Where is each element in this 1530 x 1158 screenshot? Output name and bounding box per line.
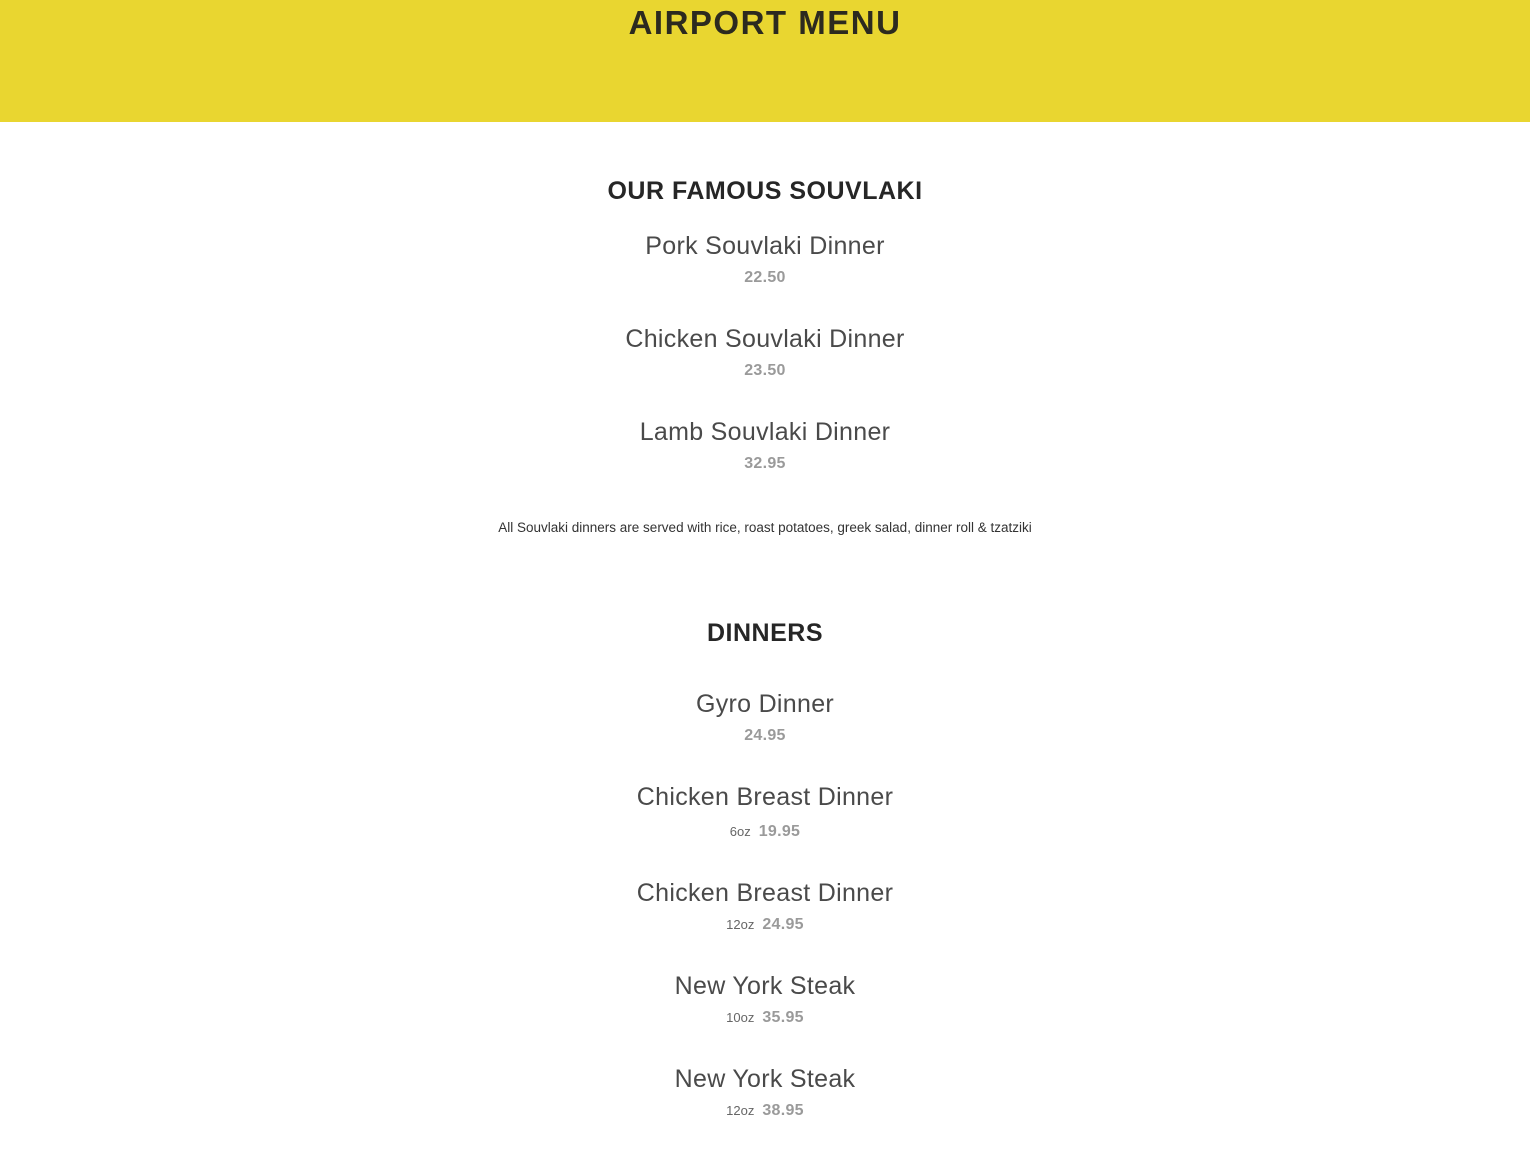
- menu-item: [0, 878, 1530, 935]
- menu-item-price-row: [0, 361, 1530, 381]
- menu-item-name: Pork Souvlaki Dinner: [645, 232, 885, 260]
- menu-item-price: 35.95: [762, 1009, 804, 1026]
- menu-item-name: New York Steak: [674, 1065, 856, 1093]
- header-banner: [0, 0, 1530, 122]
- menu-item: [0, 971, 1530, 1028]
- menu-item-size: 12oz: [726, 1103, 755, 1118]
- menu-item: [0, 782, 1530, 842]
- page-title: AIRPORT MENU: [628, 4, 902, 41]
- menu-item-price: 32.95: [744, 455, 786, 472]
- menu-item-price: 23.50: [744, 362, 786, 379]
- menu-item-size: 12oz: [726, 917, 755, 932]
- menu-item-size: 6oz: [729, 824, 751, 839]
- menu-item-price: 24.95: [744, 727, 786, 744]
- menu-item-name: Chicken Breast Dinner: [636, 879, 894, 907]
- menu-item-name: Gyro Dinner: [695, 690, 835, 718]
- menu-item-price-row: [0, 726, 1530, 746]
- menu-item: [0, 1064, 1530, 1121]
- menu-item-price-row: [0, 268, 1530, 288]
- menu-item-price-row: [0, 915, 1530, 935]
- menu-item: [0, 417, 1530, 474]
- menu-item-price: 19.95: [758, 823, 801, 840]
- menu-item-price-row: [0, 454, 1530, 474]
- menu-item-price-row: [0, 1101, 1530, 1121]
- menu-item-price: 22.50: [744, 269, 786, 286]
- menu-item-price-row: [0, 822, 1530, 842]
- menu-item-name: Chicken Souvlaki Dinner: [625, 325, 905, 353]
- menu-item-price: 24.95: [762, 916, 804, 933]
- menu-item-size: 10oz: [726, 1010, 755, 1025]
- menu-item-name: Lamb Souvlaki Dinner: [639, 418, 891, 446]
- menu-item: [0, 231, 1530, 288]
- menu-item-name: Chicken Breast Dinner: [636, 783, 894, 811]
- section-title-dinners: DINNERS: [706, 619, 823, 647]
- menu-item: [0, 689, 1530, 746]
- menu-item-name: New York Steak: [674, 972, 856, 1000]
- menu-item: [0, 324, 1530, 381]
- menu-item-price: 38.95: [762, 1102, 804, 1119]
- souvlaki-note: All Souvlaki dinners are served with rice, roast potatoes, greek salad, dinner roll & tzatziki: [498, 520, 1032, 535]
- menu-item-price-row: [0, 1008, 1530, 1028]
- section-title-souvlaki: OUR FAMOUS SOUVLAKI: [607, 177, 923, 205]
